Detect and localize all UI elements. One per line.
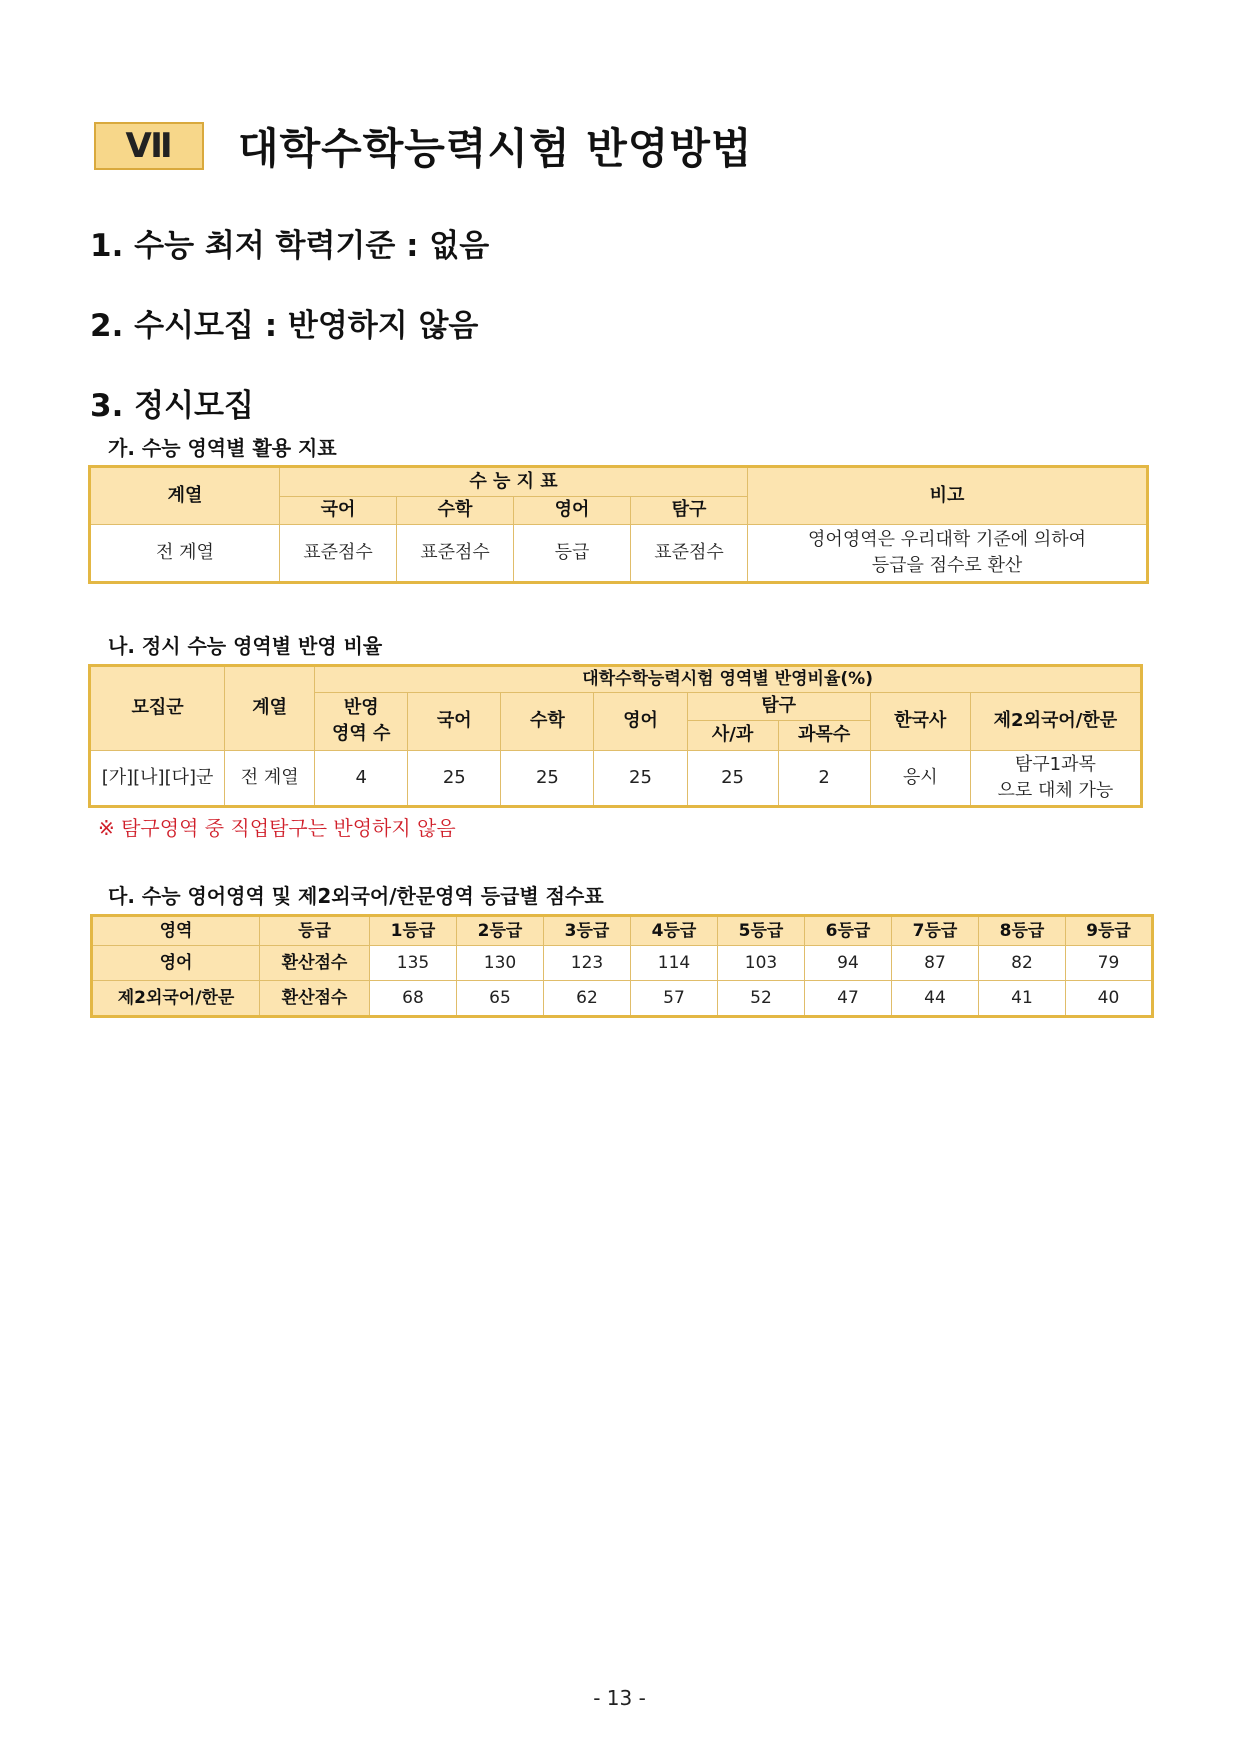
t2-math-header: 수학 [501,692,594,750]
t1-col-group: 계열 [90,467,280,525]
t1-value-inquiry: 표준점수 [631,525,748,583]
t3-score: 82 [979,946,1066,981]
t2-history-header: 한국사 [870,692,970,750]
t2-note: ※ 탐구영역 중 직업탐구는 반영하지 않음 [98,816,456,840]
t1-remark-line1: 영어영역은 우리대학 기준에 의하여 [808,528,1087,550]
t3-score: 87 [892,946,979,981]
table2 [88,664,1143,808]
section-3-heading: 3. 정시모집 [90,388,254,424]
t3-score: 114 [631,946,718,981]
t3-score: 52 [718,981,805,1017]
table-row [92,946,1153,981]
t3-grade-1: 1등급 [370,916,457,946]
section-2-heading: 2. 수시모집 : 반영하지 않음 [90,308,479,344]
table2-heading: 나. 정시 수능 영역별 반영 비율 [108,634,383,658]
t1-subject-math: 수학 [397,497,514,525]
t2-row-count: 4 [315,750,408,806]
t3-score: 57 [631,981,718,1017]
t2-row-subjects: 2 [778,750,870,806]
t2-foreign-header: 제2외국어/한문 [970,692,1141,750]
t2-foreign-line1: 탐구1과목 [1014,753,1096,775]
t1-remark-header: 비고 [748,467,1148,525]
t2-row-recruit: [가][나][다]군 [90,750,225,806]
t3-score: 40 [1066,981,1153,1017]
t3-score: 62 [544,981,631,1017]
t1-value-math: 표준점수 [397,525,514,583]
t3-score: 79 [1066,946,1153,981]
t3-grade-9: 9등급 [1066,916,1153,946]
t1-value-english: 등급 [514,525,631,583]
table1-heading: 가. 수능 영역별 활용 지표 [108,436,337,460]
table-row [92,981,1153,1017]
table3-heading: 다. 수능 영어영역 및 제2외국어/한문영역 등급별 점수표 [108,884,604,908]
t3-score: 68 [370,981,457,1017]
t3-row-area: 영어 [92,946,260,981]
t3-score: 135 [370,946,457,981]
t2-korean-header: 국어 [408,692,501,750]
t3-score: 103 [718,946,805,981]
t3-grade-4: 4등급 [631,916,718,946]
table1 [88,465,1149,584]
t3-score: 41 [979,981,1066,1017]
t2-col-recruit: 모집군 [90,666,225,751]
t2-foreign-line2: 으로 대체 가능 [997,779,1114,801]
t1-subject-english: 영어 [514,497,631,525]
t3-grade-8: 8등급 [979,916,1066,946]
page-number: - 13 - [593,1686,646,1710]
t3-row-label: 환산점수 [260,981,370,1017]
chapter-header [94,120,753,172]
t1-remark [748,525,1148,583]
t3-header-grade: 등급 [260,916,370,946]
t3-score: 94 [805,946,892,981]
t1-subject-inquiry: 탐구 [631,497,748,525]
t3-score: 130 [457,946,544,981]
t3-grade-6: 6등급 [805,916,892,946]
t3-grade-7: 7등급 [892,916,979,946]
t3-row-label: 환산점수 [260,946,370,981]
t3-grade-2: 2등급 [457,916,544,946]
t1-subject-korean: 국어 [280,497,397,525]
t3-score: 44 [892,981,979,1017]
t2-row-math: 25 [501,750,594,806]
t1-indicator-header: 수 능 지 표 [280,467,748,497]
t1-row-group: 전 계열 [90,525,280,583]
chapter-numeral: Ⅶ [94,122,204,170]
table3 [90,914,1154,1018]
t2-english-header: 영어 [594,692,687,750]
t3-score: 47 [805,981,892,1017]
t3-row-area: 제2외국어/한문 [92,981,260,1017]
t2-reflect-count-header [315,692,408,750]
t2-col-group: 계열 [225,666,315,751]
t2-row-english: 25 [594,750,687,806]
t2-row-korean: 25 [408,750,501,806]
t2-reflect-line1: 반영 [343,697,379,719]
t3-score: 123 [544,946,631,981]
section-1-heading: 1. 수능 최저 학력기준 : 없음 [90,228,490,264]
t1-value-korean: 표준점수 [280,525,397,583]
t3-grade-3: 3등급 [544,916,631,946]
t1-remark-line2: 등급을 점수로 환산 [871,555,1023,576]
t3-score: 65 [457,981,544,1017]
t2-inquiry-header: 탐구 [687,692,870,720]
t2-reflect-line2: 영역 수 [332,723,391,745]
t2-inquiry-sub2: 과목수 [778,720,870,750]
chapter-title: 대학수학능력시험 반영방법 [238,124,753,173]
t2-row-group: 전 계열 [225,750,315,806]
t3-header-area: 영역 [92,916,260,946]
t2-row-foreign [970,750,1141,806]
t3-grade-5: 5등급 [718,916,805,946]
t2-row-inquiry: 25 [687,750,778,806]
t2-ratio-header: 대학수학능력시험 영역별 반영비율(%) [315,666,1142,693]
t2-inquiry-sub1: 사/과 [687,720,778,750]
t2-row-history: 응시 [870,750,970,806]
